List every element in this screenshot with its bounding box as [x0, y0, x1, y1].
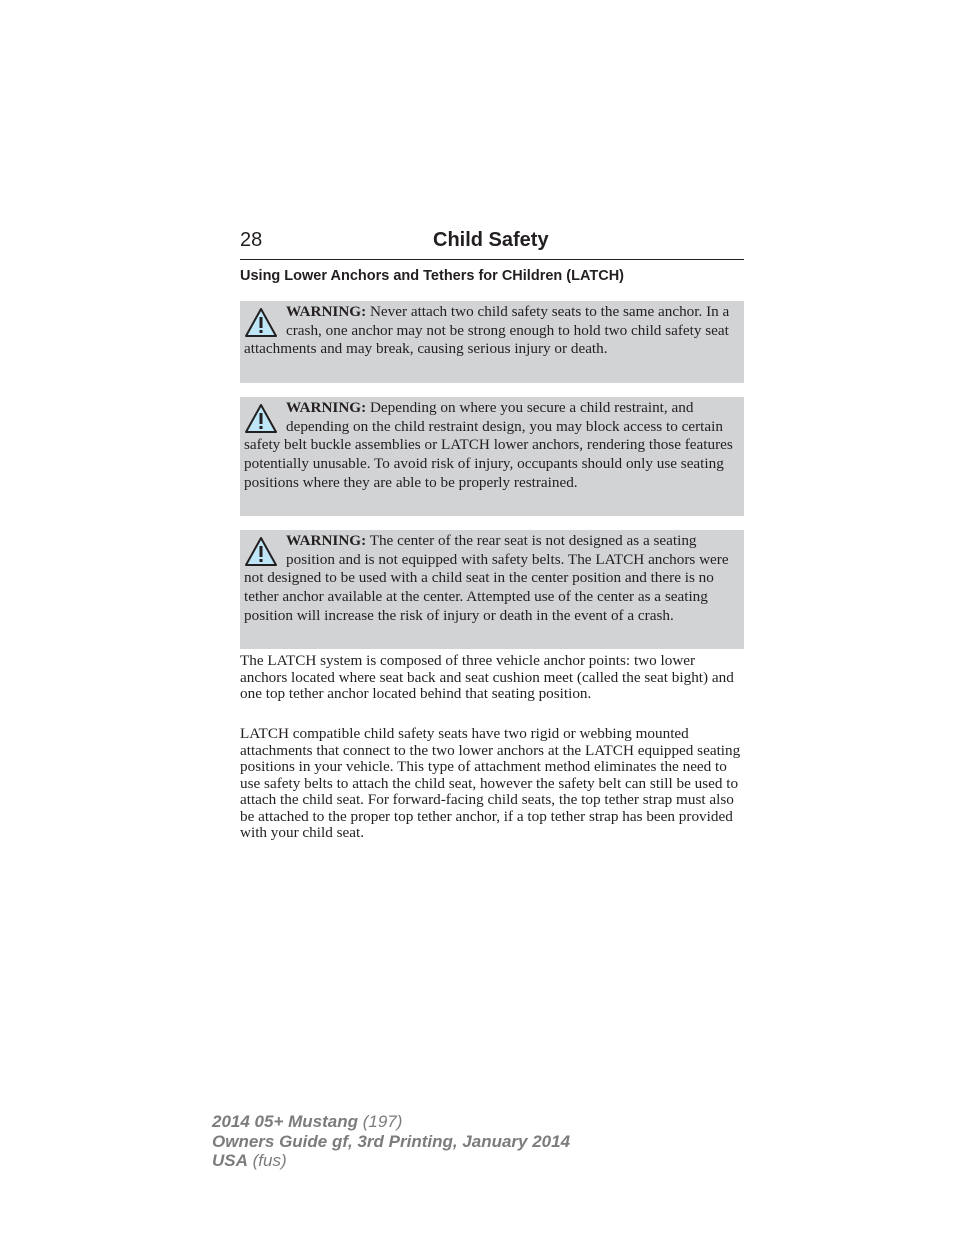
warning-triangle-icon [244, 403, 278, 435]
subsection-heading: Using Lower Anchors and Tethers for CHildren (LATCH) [240, 268, 624, 284]
footer-market: USA [212, 1151, 248, 1170]
section-title: Child Safety [433, 229, 549, 251]
page-number: 28 [240, 229, 263, 251]
warning-triangle-icon [244, 536, 278, 568]
document-footer [212, 1112, 570, 1171]
warning-text: Depending on where you secure a child restraint, and depending on the child restraint design, you may block access to certain safety belt buckle assemblies or LATCH lower anchors, rendering those features potentially unusable. To avoid risk of injury, occupants should only use seating positions where they are able to be properly restrained. [244, 399, 733, 491]
warning-text: Never attach two child safety seats to the same anchor. In a crash, one anchor may not be strong enough to hold two child safety seat attachments and may break, causing serious injury or death. [244, 303, 730, 358]
warning-box [240, 301, 744, 383]
warning-text: The center of the rear seat is not designed as a seating position and is not equipped with safety belts. The LATCH anchors were not designed to be used with a child seat in the center position and there is no tether anchor available at the center. Attempted use of the center as a seating position will increase the risk of injury or death in the event of a crash. [244, 532, 729, 624]
page-header [240, 228, 744, 260]
warning-label: WARNING: [286, 399, 367, 416]
footer-line-model [212, 1112, 570, 1132]
footer-line-market [212, 1151, 570, 1171]
body-paragraph: The LATCH system is composed of three vehicle anchor points: two lower anchors located where seat back and seat cushion meet (called the seat bight) and one top tether anchor located behind that seating position. [240, 652, 734, 702]
warning-box [240, 530, 744, 649]
warning-triangle-icon [244, 307, 278, 339]
body-paragraph: LATCH compatible child safety seats have two rigid or webbing mounted attachments that connect to the two lower anchors at the LATCH equipped seating positions in your vehicle. This type of attachment method eliminates the need to use safety belts to attach the child seat, however the safety belt can still be used to attach the child seat. For forward-facing child seats, the top tether strap must also be attached to the proper top tether anchor, if a top tether strap has been provided with your child seat. [240, 725, 741, 841]
warning-label: WARNING: [286, 303, 367, 320]
footer-line-guide: Owners Guide gf, 3rd Printing, January 2014 [212, 1131, 571, 1151]
warning-label: WARNING: [286, 532, 367, 549]
footer-model-code: (197) [362, 1112, 403, 1131]
warning-box [240, 397, 744, 516]
footer-market-code: (fus) [252, 1151, 287, 1170]
footer-model: 2014 05+ Mustang [212, 1112, 358, 1131]
